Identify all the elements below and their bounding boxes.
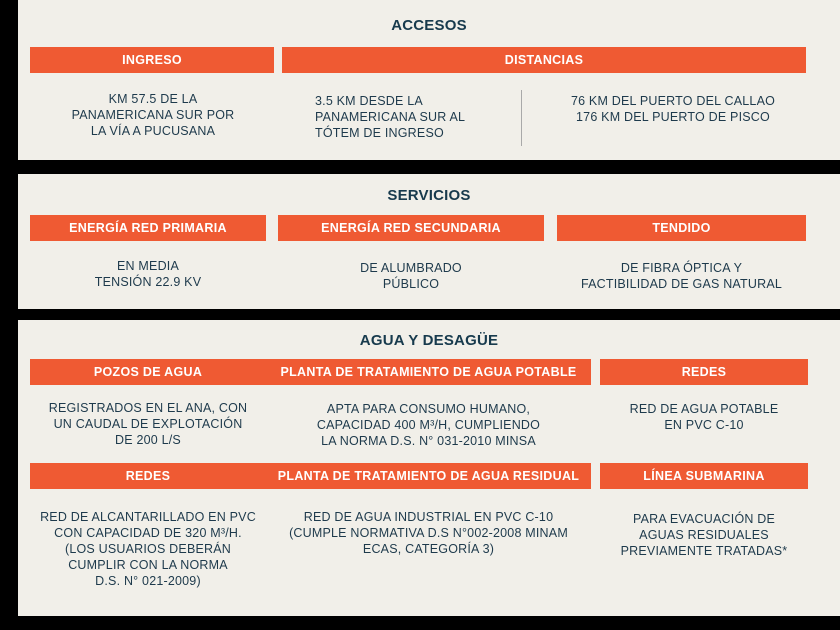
distancias-right-text: 76 KM DEL PUERTO DEL CALLAO 176 KM DEL PUERTO DE PISCO (570, 94, 776, 124)
ingreso-text: KM 57.5 DE LA PANAMERICANA SUR POR LA VÍA A PUCUSANA (71, 92, 235, 138)
servicio-header-energia-primaria: ENERGÍA RED PRIMARIA (30, 215, 266, 241)
agua-text-linea-submarina: PARA EVACUACIÓN DE AGUAS RESIDUALES PREVIAMENTE TRATADAS* (620, 512, 788, 558)
agua-text-planta-residual: RED DE AGUA INDUSTRIAL EN PVC C-10 (CUMPLE NORMATIVA D.S N°002-2008 MINAM ECAS, CATEGORÍA 3) (289, 510, 568, 556)
ingreso-header: INGRESO (30, 47, 274, 73)
agua-header-redes-2: REDES (30, 463, 266, 489)
accesos-title: ACCESOS (391, 17, 467, 34)
agua-header-redes-1: REDES (600, 359, 808, 385)
agua-text-redes-1: RED DE AGUA POTABLE EN PVC C-10 (629, 402, 779, 432)
agua-text-redes-2: RED DE ALCANTARILLADO EN PVC CON CAPACIDAD DE 320 M³/H. (LOS USUARIOS DEBERÁN CUMPLIR CON LA NORMA D.S. N° 021-2009) (40, 510, 256, 588)
servicio-header-tendido: TENDIDO (557, 215, 806, 241)
servicio-text-energia-primaria: EN MEDIA TENSIÓN 22.9 KV (94, 259, 202, 289)
agua-header-planta-residual: PLANTA DE TRATAMIENTO DE AGUA RESIDUAL (266, 463, 591, 489)
servicio-header-energia-secundaria: ENERGÍA RED SECUNDARIA (278, 215, 544, 241)
agua-header-linea-submarina: LÍNEA SUBMARINA (600, 463, 808, 489)
servicio-text-tendido: DE FIBRA ÓPTICA Y FACTIBILIDAD DE GAS NATURAL (580, 261, 783, 291)
agua-header-pozos: POZOS DE AGUA (30, 359, 266, 385)
agua-text-planta-potable: APTA PARA CONSUMO HUMANO, CAPACIDAD 400 M³/H, CUMPLIENDO LA NORMA D.S. N° 031-2010 MINSA (316, 402, 541, 448)
agua-title: AGUA Y DESAGÜE (359, 332, 499, 349)
servicio-text-energia-secundaria: DE ALUMBRADO PÚBLICO (360, 261, 462, 291)
agua-header-planta-potable: PLANTA DE TRATAMIENTO DE AGUA POTABLE (266, 359, 591, 385)
distancias-divider (521, 90, 522, 146)
agua-panel (18, 320, 840, 616)
servicios-panel (18, 174, 840, 309)
distancias-left-text: 3.5 KM DESDE LA PANAMERICANA SUR AL TÓTEM DE INGRESO (315, 94, 466, 140)
distancias-header: DISTANCIAS (282, 47, 806, 73)
servicios-title: SERVICIOS (387, 187, 471, 204)
agua-text-pozos: REGISTRADOS EN EL ANA, CON UN CAUDAL DE EXPLOTACIÓN DE 200 L/S (48, 401, 248, 447)
accesos-panel (18, 0, 840, 160)
